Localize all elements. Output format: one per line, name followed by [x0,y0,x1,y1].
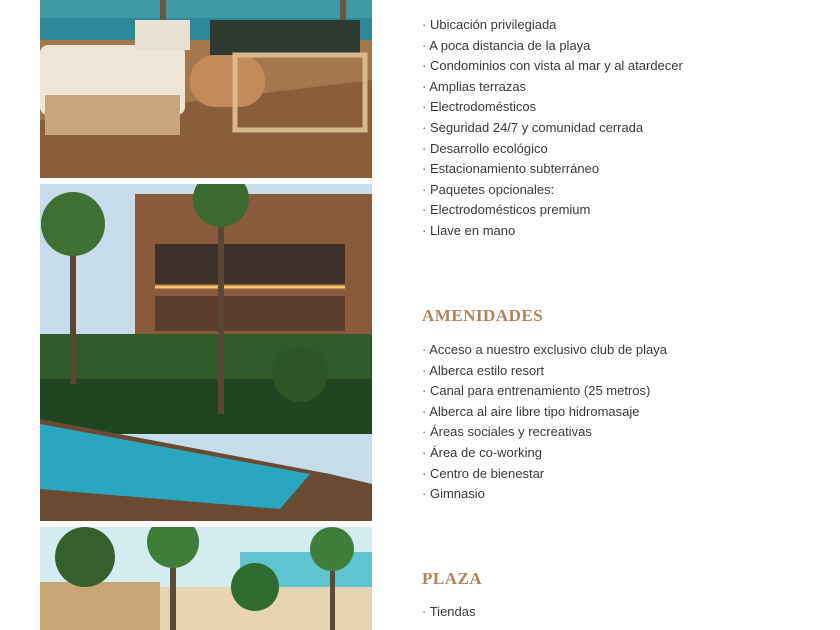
feature-item: · Electrodomésticos premium [422,200,683,221]
building-pool-photo [40,184,372,521]
feature-item: · Estacionamiento subterráneo [422,159,683,180]
plaza-list [422,602,476,623]
amenity-item: · Alberca al aire libre tipo hidromasaje [422,402,667,423]
beach-club-photo [40,527,372,630]
amenities-list [422,340,667,505]
feature-item: · Seguridad 24/7 y comunidad cerrada [422,118,683,139]
amenities-heading: AMENIDADES [422,306,544,325]
amenity-item: · Alberca estilo resort [422,361,667,382]
amenity-item: · Centro de bienestar [422,464,667,485]
feature-item: · Amplias terrazas [422,77,683,98]
feature-item: · A poca distancia de la playa [422,36,683,57]
feature-item: · Ubicación privilegiada [422,15,683,36]
amenity-item: · Acceso a nuestro exclusivo club de playa [422,340,667,361]
amenity-item: · Áreas sociales y recreativas [422,422,667,443]
feature-item: · Electrodomésticos [422,97,683,118]
plaza-item: · Tiendas [422,602,476,623]
features-list [422,15,683,242]
feature-item: · Llave en mano [422,221,683,242]
terrace-lounge-photo [40,0,372,178]
feature-item: · Paquetes opcionales: [422,180,683,201]
feature-item: · Desarrollo ecológico [422,139,683,160]
amenity-item: · Gimnasio [422,484,667,505]
amenity-item: · Canal para entrenamiento (25 metros) [422,381,667,402]
plaza-heading: PLAZA [422,569,483,588]
feature-item: · Condominios con vista al mar y al atardecer [422,56,683,77]
amenity-item: · Área de co-working [422,443,667,464]
